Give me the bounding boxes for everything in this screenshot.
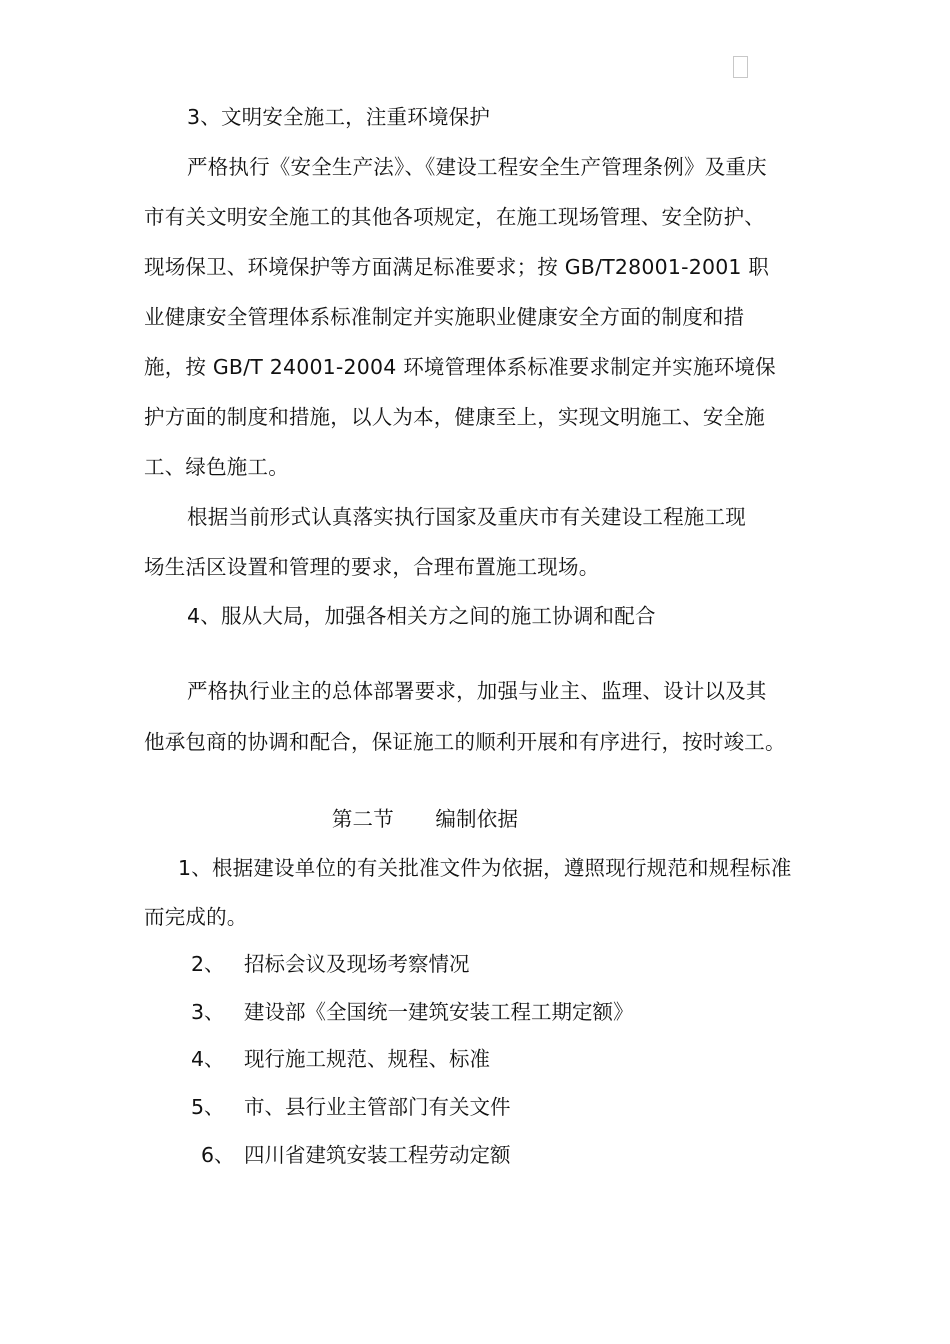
paragraph-line: 施，按 GB/T 24001-2004 环境管理体系标准要求制定并实施环境保 <box>144 355 776 379</box>
paragraph-line: 根据当前形式认真落实执行国家及重庆市有关建设工程施工现 <box>187 505 746 529</box>
basis-item-number: 5、 <box>191 1095 225 1119</box>
basis-item-1: 1、根据建设单位的有关批准文件为依据，遵照现行规范和规程标准 <box>178 856 792 880</box>
basis-item-1-cont: 而完成的。 <box>144 905 248 929</box>
paragraph-line: 市有关文明安全施工的其他各项规定，在施工现场管理、安全防护、 <box>144 205 765 229</box>
paragraph-line: 他承包商的协调和配合，保证施工的顺利开展和有序进行，按时竣工。 <box>144 730 786 754</box>
page-corner-mark <box>733 56 748 78</box>
basis-item-text: 市、县行业主管部门有关文件 <box>244 1095 511 1119</box>
basis-item-text: 现行施工规范、规程、标准 <box>244 1047 490 1071</box>
basis-item-text: 招标会议及现场考察情况 <box>244 952 470 976</box>
paragraph-line: 护方面的制度和措施，以人为本，健康至上，实现文明施工、安全施 <box>144 405 765 429</box>
paragraph-line: 严格执行业主的总体部署要求，加强与业主、监理、设计以及其 <box>187 679 767 703</box>
paragraph-line: 工、绿色施工。 <box>144 455 289 479</box>
heading-coordination: 4、服从大局，加强各相关方之间的施工协调和配合 <box>187 604 656 628</box>
section-title: 第二节 编制依据 <box>331 807 519 831</box>
paragraph-line: 严格执行《安全生产法》、《建设工程安全生产管理条例》及重庆 <box>187 155 767 179</box>
basis-item-number: 6、 <box>201 1143 235 1167</box>
basis-item-number: 4、 <box>191 1047 225 1071</box>
paragraph-line: 业健康安全管理体系标准制定并实施职业健康安全方面的制度和措 <box>144 305 745 329</box>
basis-item-text: 四川省建筑安装工程劳动定额 <box>244 1143 511 1167</box>
heading-civilized-safety: 3、文明安全施工，注重环境保护 <box>187 105 491 129</box>
paragraph-line: 现场保卫、环境保护等方面满足标准要求；按 GB/T28001-2001 职 <box>144 255 770 279</box>
basis-item-number: 2、 <box>191 952 225 976</box>
basis-item-number: 3、 <box>191 1000 225 1024</box>
paragraph-line: 场生活区设置和管理的要求，合理布置施工现场。 <box>144 555 600 579</box>
basis-item-text: 建设部《全国统一建筑安装工程工期定额》 <box>244 1000 634 1024</box>
